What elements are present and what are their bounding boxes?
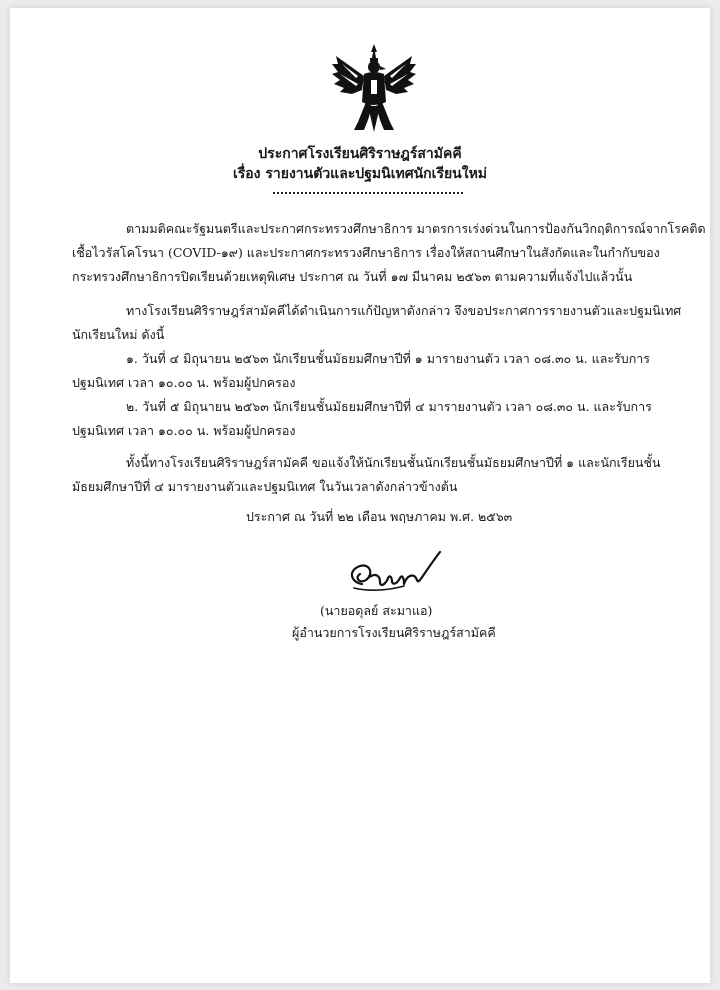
document-subject: เรื่อง รายงานตัวและปฐมนิเทศนักเรียนใหม่ (232, 166, 488, 182)
garuda-emblem-icon (328, 42, 420, 134)
document-page (10, 8, 710, 983)
item-1-line-1: ๑. วันที่ ๔ มิถุนายน ๒๕๖๓ นักเรียนชั้นมัธยมศึกษาปีที่ ๑ มารายงานตัว เวลา ๐๘.๓๐ น. และรับการ (126, 351, 651, 366)
document-title: ประกาศโรงเรียนศิริราษฎร์สามัคคี (258, 146, 462, 162)
handwritten-signature-icon (340, 548, 450, 600)
paragraph-1-line-2: เชื้อไวรัสโคโรนา (COVID-๑๙) และประกาศกระทรวงศึกษาธิการ เรื่องให้สถานศึกษาในสังกัดและในกำกับของ (72, 245, 660, 260)
paragraph-2-line-1: ทางโรงเรียนศิริราษฎร์สามัคคีได้ดำเนินการแก้ปัญหาดังกล่าว จึงขอประกาศการรายงานตัวและปฐมนิเทศ (126, 303, 682, 318)
paragraph-1-line-3: กระทรวงศึกษาธิการปิดเรียนด้วยเหตุพิเศษ ประกาศ ณ วันที่ ๑๗ มีนาคม ๒๕๖๓ ตามความที่แจ้งไปแล้วนั้น (72, 269, 633, 284)
paragraph-1-line-1: ตามมติคณะรัฐมนตรีและประกาศกระทรวงศึกษาธิการ มาตรการเร่งด่วนในการป้องกันวิกฤติการณ์จากโรคติด (126, 221, 706, 236)
paragraph-2-line-2: นักเรียนใหม่ ดังนี้ (72, 327, 165, 342)
announce-date: ประกาศ ณ วันที่ ๒๒ เดือน พฤษภาคม พ.ศ. ๒๕๖๓ (246, 509, 513, 524)
paragraph-3-line-1: ทั้งนี้ทางโรงเรียนศิริราษฎร์สามัคคี ขอแจ้งให้นักเรียนชั้นนักเรียนชั้นมัธยมศึกษาปีที่ ๑ และนักเรียนชั้น (126, 455, 661, 470)
dotted-divider (273, 192, 463, 194)
item-1-line-2: ปฐมนิเทศ เวลา ๑๐.๐๐ น. พร้อมผู้ปกครอง (72, 375, 296, 390)
paragraph-3-line-2: มัธยมศึกษาปีที่ ๔ มารายงานตัวและปฐมนิเทศ ในวันเวลาดังกล่าวข้างต้น (72, 479, 458, 494)
signer-position: ผู้อำนวยการโรงเรียนศิริราษฎร์สามัคคี (292, 625, 496, 640)
item-2-line-1: ๒. วันที่ ๕ มิถุนายน ๒๕๖๓ นักเรียนชั้นมัธยมศึกษาปีที่ ๔ มารายงานตัว เวลา ๐๘.๓๐ น. และรับการ (126, 399, 652, 414)
item-2-line-2: ปฐมนิเทศ เวลา ๑๐.๐๐ น. พร้อมผู้ปกครอง (72, 423, 296, 438)
signer-name: (นายอดุลย์ สะมาแอ) (320, 603, 433, 618)
